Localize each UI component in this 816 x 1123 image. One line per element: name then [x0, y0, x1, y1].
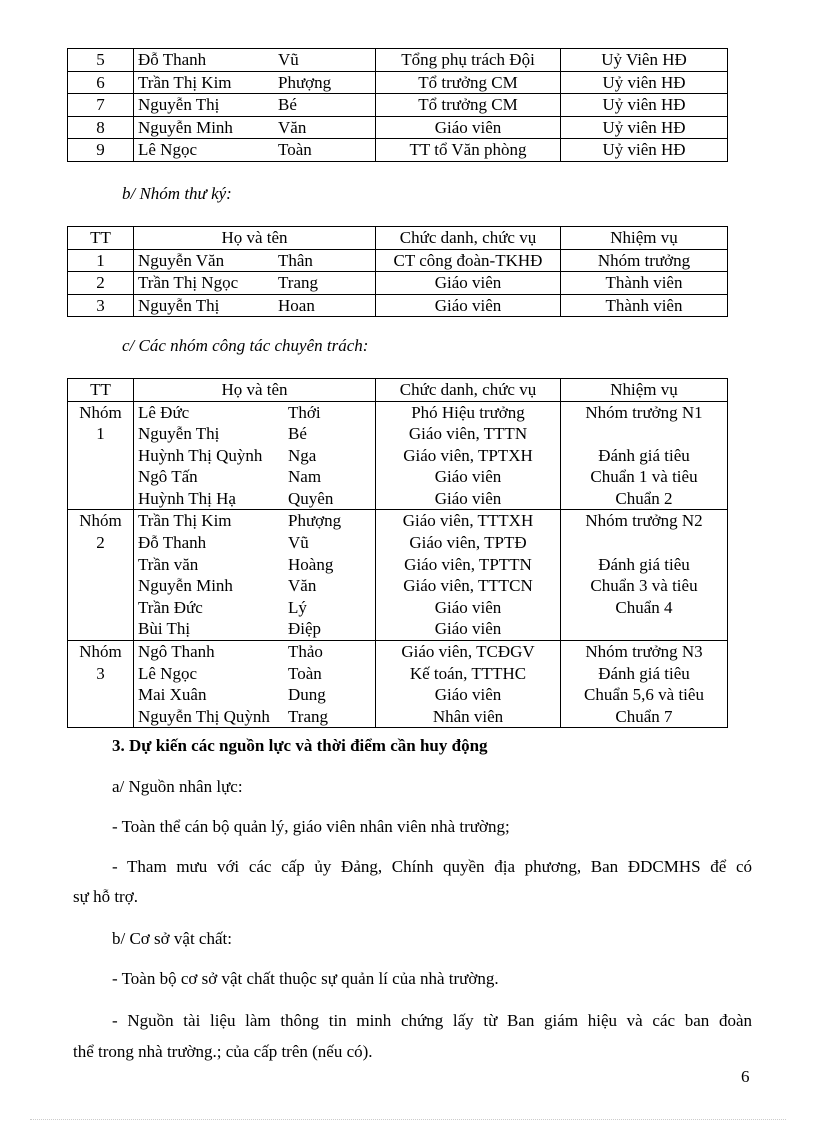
- member-name: [138, 575, 371, 597]
- row-number: 1: [68, 249, 134, 272]
- section-3-heading: 3. Dự kiến các nguồn lực và thời điểm cần huy động: [112, 736, 488, 755]
- secretary-table: [67, 226, 728, 317]
- member-position: Giáo viên, TPTTN: [404, 554, 532, 574]
- group-row: [68, 401, 728, 510]
- member-duty: Chuẩn 7: [615, 706, 673, 726]
- first-name: Trần Thị Ngọc: [138, 273, 239, 292]
- member-duty: Nhóm trưởng N1: [585, 402, 703, 422]
- group-label-number: 1: [96, 424, 105, 444]
- group-positions: [376, 510, 561, 641]
- first-name: Lê Ngọc: [138, 663, 198, 683]
- header-role: Nhiệm vụ: [561, 379, 728, 402]
- group-row: [68, 641, 728, 728]
- last-name: Thới: [288, 402, 321, 422]
- member-duty: Chuẩn 5,6 và tiêu: [584, 685, 704, 705]
- member-position: Giáo viên, TTTN: [408, 424, 528, 444]
- duty-cell: Uỷ viên HĐ: [561, 94, 728, 117]
- duty-cell: Uỷ viên HĐ: [561, 116, 728, 139]
- row-number: 7: [68, 94, 134, 117]
- last-name: Phượng: [278, 72, 332, 92]
- first-name: Lê Ngọc: [138, 140, 198, 159]
- paragraph: b/ Cơ sở vật chất:: [112, 929, 232, 948]
- member-duty: [565, 532, 723, 554]
- row-number: 2: [68, 272, 134, 295]
- position-cell: Giáo viên: [376, 116, 561, 139]
- member-name: [138, 554, 371, 576]
- member-name: [138, 641, 371, 663]
- member-name: [138, 663, 371, 685]
- first-name: Trần Thị Kim: [138, 72, 232, 92]
- group-positions: [376, 401, 561, 510]
- paragraph: - Toàn bộ cơ sở vật chất thuộc sự quản lí của nhà trường.: [112, 969, 499, 988]
- member-duty: Đánh giá tiêu: [598, 663, 690, 683]
- duty-cell: Nhóm trưởng: [561, 249, 728, 272]
- last-name: Bé: [288, 424, 307, 444]
- position-cell: Tổng phụ trách Đội: [376, 49, 561, 72]
- first-name: Nguyễn Minh: [138, 576, 233, 596]
- first-name: Ngô Thanh: [138, 642, 215, 662]
- row-number: 3: [68, 294, 134, 317]
- first-name: Nguyễn Thị: [138, 95, 220, 114]
- position-cell: Tổ trưởng CM: [376, 71, 561, 94]
- paragraph: sự hỗ trợ.: [73, 887, 138, 906]
- paragraph: - Toàn thể cán bộ quản lý, giáo viên nhân viên nhà trường;: [112, 817, 510, 836]
- group-label-word: Nhóm: [79, 402, 122, 422]
- last-name: Thân: [278, 250, 313, 270]
- group-positions: [376, 641, 561, 728]
- member-name: [138, 706, 371, 728]
- member-name: [138, 510, 371, 532]
- first-name: Mai Xuân: [138, 685, 207, 705]
- duty-cell: Uỷ Viên HĐ: [561, 49, 728, 72]
- member-duty: Chuẩn 3 và tiêu: [590, 576, 698, 596]
- last-name: Quyên: [288, 488, 334, 508]
- first-name: Huỳnh Thị Hạ: [138, 488, 236, 508]
- last-name: Trang: [278, 273, 318, 292]
- member-name: [138, 445, 371, 467]
- last-name: Toàn: [278, 140, 312, 159]
- header-title: Chức danh, chức vụ: [376, 227, 561, 250]
- first-name: Lê Đức: [138, 402, 190, 422]
- header-name: Họ và tên: [134, 379, 376, 402]
- header-role: Nhiệm vụ: [561, 227, 728, 250]
- member-position: Giáo viên, TPTĐ: [409, 533, 527, 553]
- first-name: Nguyễn Văn: [138, 250, 225, 270]
- group-members: [134, 510, 376, 641]
- position-cell: Tổ trưởng CM: [376, 94, 561, 117]
- position-cell: CT công đoàn-TKHĐ: [376, 249, 561, 272]
- name-cell: [134, 116, 376, 139]
- member-position: Giáo viên: [434, 619, 502, 639]
- member-duty: [565, 618, 723, 640]
- name-cell: [134, 294, 376, 317]
- first-name: Đỗ Thanh: [138, 50, 207, 69]
- table-row: [68, 71, 728, 94]
- table-row: [68, 249, 728, 272]
- last-name: Vũ: [278, 50, 299, 69]
- first-name: Huỳnh Thị Quỳnh: [138, 445, 263, 465]
- member-position: Giáo viên, TPTXH: [403, 445, 533, 465]
- member-position: Giáo viên, TTTCN: [403, 576, 533, 596]
- name-cell: [134, 139, 376, 162]
- group-label-word: Nhóm: [79, 642, 122, 662]
- first-name: Trần Thị Kim: [138, 511, 232, 531]
- last-name: Vũ: [288, 533, 309, 553]
- first-name: Nguyễn Thị Quỳnh: [138, 706, 270, 726]
- member-position: Giáo viên: [434, 467, 502, 487]
- member-position: Giáo viên: [434, 597, 502, 617]
- last-name: Toàn: [288, 663, 322, 683]
- member-duty: Đánh giá tiêu: [598, 445, 690, 465]
- table-row: [68, 139, 728, 162]
- working-groups-table: [67, 378, 728, 728]
- table-row: [68, 49, 728, 72]
- member-duty: Chuẩn 4: [615, 597, 673, 617]
- name-cell: [134, 71, 376, 94]
- member-duty: Nhóm trưởng N3: [585, 642, 703, 662]
- paragraph: - Tham mưu với các cấp ủy Đảng, Chính quyền địa phương, Ban ĐDCMHS để có: [112, 857, 752, 876]
- row-number: 9: [68, 139, 134, 162]
- name-cell: [134, 272, 376, 295]
- position-cell: Giáo viên: [376, 272, 561, 295]
- first-name: Đỗ Thanh: [138, 533, 207, 553]
- table-row: [68, 94, 728, 117]
- table-header-row: [68, 379, 728, 402]
- member-position: Giáo viên: [434, 488, 502, 508]
- last-name: Nam: [288, 467, 322, 487]
- group-row: [68, 510, 728, 641]
- last-name: Hoan: [278, 295, 315, 315]
- group-label: [68, 401, 134, 510]
- first-name: Nguyễn Minh: [138, 117, 233, 137]
- member-name: [138, 466, 371, 488]
- position-cell: Giáo viên: [376, 294, 561, 317]
- last-name: Văn: [288, 576, 317, 596]
- header-tt: TT: [68, 227, 134, 250]
- last-name: Điệp: [288, 619, 322, 639]
- member-position: Giáo viên, TCĐGV: [401, 642, 535, 662]
- last-name: Văn: [278, 117, 307, 137]
- page-bottom-divider: [30, 1119, 786, 1120]
- member-position: Kế toán, TTTHC: [409, 663, 527, 683]
- first-name: Nguyễn Thị: [138, 424, 220, 444]
- row-number: 8: [68, 116, 134, 139]
- first-name: Trần văn: [138, 554, 199, 574]
- group-label-number: 2: [96, 533, 105, 553]
- paragraph: thể trong nhà trường.; của cấp trên (nếu có).: [73, 1042, 373, 1061]
- last-name: Bé: [278, 95, 297, 114]
- group-label: [68, 641, 134, 728]
- member-name: [138, 684, 371, 706]
- name-cell: [134, 94, 376, 117]
- member-name: [138, 532, 371, 554]
- position-cell: TT tổ Văn phòng: [376, 139, 561, 162]
- member-position: Giáo viên, TTTXH: [402, 511, 534, 531]
- table-row: [68, 272, 728, 295]
- member-name: [138, 618, 371, 640]
- last-name: Phượng: [288, 511, 342, 531]
- member-position: Phó Hiệu trưởng: [411, 402, 525, 422]
- group-members: [134, 641, 376, 728]
- table-row: [68, 116, 728, 139]
- first-name: Nguyễn Thị: [138, 295, 220, 315]
- working-groups-heading: c/ Các nhóm công tác chuyên trách:: [122, 336, 369, 355]
- duty-cell: Thành viên: [561, 294, 728, 317]
- page-number: 6: [741, 1067, 750, 1086]
- council-table: [67, 48, 728, 162]
- member-position: Nhân viên: [432, 706, 504, 726]
- paragraph: a/ Nguồn nhân lực:: [112, 777, 243, 796]
- member-duty: [565, 423, 723, 445]
- last-name: Dung: [288, 685, 326, 705]
- group-duties: [561, 641, 728, 728]
- table-row: [68, 294, 728, 317]
- name-cell: [134, 49, 376, 72]
- table-header-row: [68, 227, 728, 250]
- member-name: [138, 402, 371, 424]
- member-name: [138, 423, 371, 445]
- group-duties: [561, 510, 728, 641]
- group-label-word: Nhóm: [79, 511, 122, 531]
- paragraph: - Nguồn tài liệu làm thông tin minh chứng lấy từ Ban giám hiệu và các ban đoàn: [112, 1011, 752, 1030]
- group-label: [68, 510, 134, 641]
- member-duty: Chuẩn 2: [615, 488, 673, 508]
- group-label-number: 3: [96, 663, 105, 683]
- duty-cell: Uỷ viên HĐ: [561, 139, 728, 162]
- header-tt: TT: [68, 379, 134, 402]
- header-title: Chức danh, chức vụ: [376, 379, 561, 402]
- group-duties: [561, 401, 728, 510]
- row-number: 5: [68, 49, 134, 72]
- last-name: Hoàng: [288, 554, 334, 574]
- duty-cell: Uỷ viên HĐ: [561, 71, 728, 94]
- member-duty: Đánh giá tiêu: [598, 554, 690, 574]
- name-cell: [134, 249, 376, 272]
- first-name: Bùi Thị: [138, 619, 191, 639]
- duty-cell: Thành viên: [561, 272, 728, 295]
- last-name: Thảo: [288, 642, 323, 662]
- last-name: Lý: [288, 597, 307, 617]
- member-position: Giáo viên: [434, 685, 502, 705]
- secretary-group-heading: b/ Nhóm thư ký:: [122, 184, 232, 203]
- member-name: [138, 488, 371, 510]
- first-name: Ngô Tấn: [138, 467, 198, 487]
- group-members: [134, 401, 376, 510]
- last-name: Trang: [288, 706, 328, 726]
- header-name: Họ và tên: [134, 227, 376, 250]
- member-duty: Chuẩn 1 và tiêu: [590, 467, 698, 487]
- first-name: Trần Đức: [138, 597, 203, 617]
- member-name: [138, 597, 371, 619]
- member-duty: Nhóm trưởng N2: [585, 511, 703, 531]
- last-name: Nga: [288, 445, 317, 465]
- row-number: 6: [68, 71, 134, 94]
